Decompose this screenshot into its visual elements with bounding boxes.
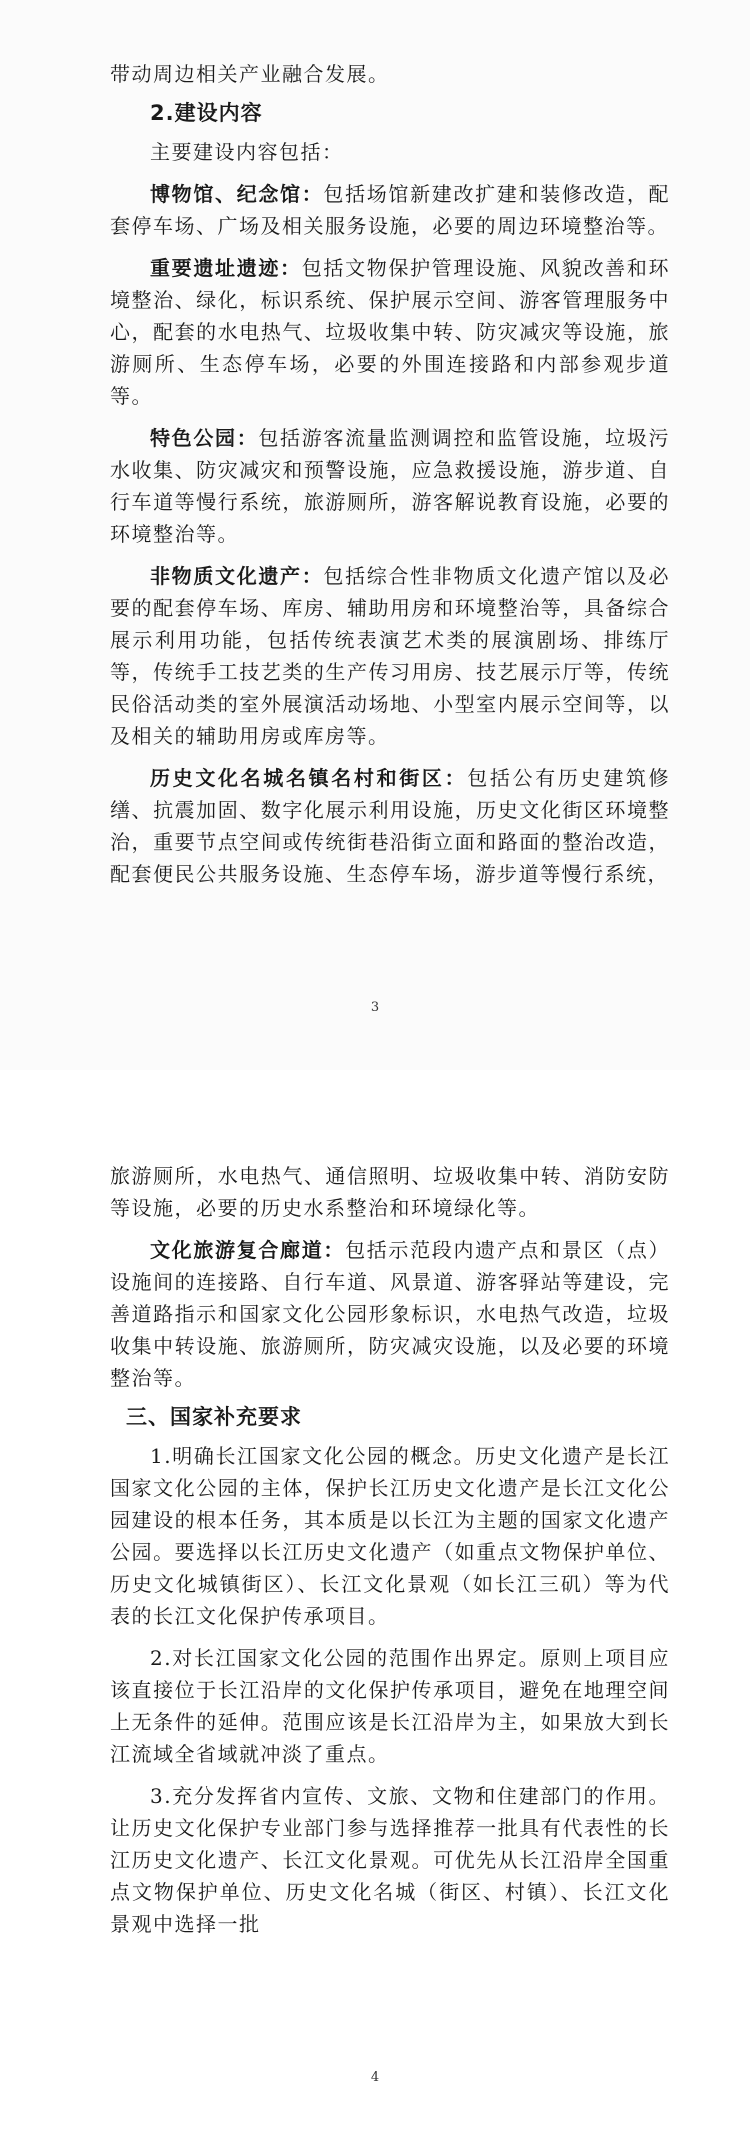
item-intangible-heritage [110, 560, 670, 752]
item-text: 包括游客流量监测调控和监管设施，垃圾污水收集、防灾减灾和预警设施，应急救援设施，游步道、自行车道等慢行系统，旅游厕所，游客解说教育设施，必要的环境整治等。 [110, 426, 671, 546]
section-heading-construction: 2.建设内容 [150, 101, 263, 125]
page-number: 4 [370, 2070, 380, 2085]
item-parks [110, 422, 670, 550]
item-text: 包括文物保护管理设施、风貌改善和环境整治、绿化，标识系统、保护展示空间、游客管理服务中心，配套的水电热气、垃圾收集中转、防灾减灾等设施，旅游厕所、生态停车场，必要的外围连接路和内部参观步道等。 [110, 256, 671, 408]
continuation-text: 旅游厕所，水电热气、通信照明、垃圾收集中转、消防安防等设施，必要的历史水系整治和环境绿化等。 [110, 1164, 670, 1220]
page-4-body [110, 1160, 670, 1940]
item-term: 博物馆、纪念馆： [150, 182, 324, 206]
item-term: 非物质文化遗产： [150, 564, 324, 588]
section-heading-national-requirements: 三、国家补充要求 [126, 1405, 302, 1429]
page-3-body [110, 58, 670, 890]
item-text: 包括公有历史建筑修缮、抗震加固、数字化展示利用设施，历史文化街区环境整治，重要节点空间或传统街巷沿街立面和路面的整治改造，配套便民公共服务设施、生态停车场，游步道等慢行系统， [110, 766, 671, 886]
requirement-paragraph-3: 3.充分发挥省内宣传、文旅、文物和住建部门的作用。让历史文化保护专业部门参与选择推荐一批具有代表性的长江历史文化遗产、长江文化景观。可优先从长江沿岸全国重点文物保护单位、历史文化名城（街区、村镇）、长江文化景观中选择一批 [110, 1784, 670, 1936]
item-term: 重要遗址遗迹： [150, 256, 302, 280]
item-historic-cities [110, 762, 670, 890]
requirement-paragraph-2: 2.对长江国家文化公园的范围作出界定。原则上项目应该直接位于长江沿岸的文化保护传承项目，避免在地理空间上无条件的延伸。范围应该是长江沿岸为主，如果放大到长江流域全省域就冲淡了重点。 [110, 1646, 670, 1766]
page-number: 3 [370, 1000, 380, 1015]
item-term: 文化旅游复合廊道： [150, 1238, 346, 1262]
item-heritage-sites [110, 252, 670, 412]
item-term: 特色公园： [150, 426, 259, 450]
document-page-4 [0, 1070, 750, 2140]
lead-line: 带动周边相关产业融合发展。 [110, 62, 390, 86]
requirement-paragraph-1: 1.明确长江国家文化公园的概念。历史文化遗产是长江国家文化公园的主体，保护长江历史文化遗产是长江文化公园建设的根本任务，其本质是以长江为主题的国家文化遗产公园。要选择以长江历史文化遗产（如重点文物保护单位、历史文化城镇街区）、长江文化景观（如长江三矶）等为代表的长江文化保护传承项目。 [110, 1444, 670, 1628]
item-museum [110, 178, 670, 242]
item-term: 历史文化名城名镇名村和街区： [150, 766, 468, 790]
intro-line: 主要建设内容包括： [150, 140, 344, 164]
item-text: 包括场馆新建改扩建和装修改造，配套停车场、广场及相关服务设施，必要的周边环境整治等。 [110, 182, 671, 238]
item-text: 包括综合性非物质文化遗产馆以及必要的配套停车场、库房、辅助用房和环境整治等，具备综合展示利用功能，包括传统表演艺术类的展演剧场、排练厅等，传统手工技艺类的生产传习用房、技艺展示厅等，传统民俗活动类的室外展演活动场地、小型室内展示空间等，以及相关的辅助用房或库房等。 [110, 564, 671, 748]
item-cultural-corridor [110, 1234, 670, 1394]
item-text: 包括示范段内遗产点和景区（点）设施间的连接路、自行车道、风景道、游客驿站等建设，完善道路指示和国家文化公园形象标识，水电热气改造，垃圾收集中转设施、旅游厕所，防灾减灾设施，以及必要的环境整治等。 [110, 1238, 671, 1390]
